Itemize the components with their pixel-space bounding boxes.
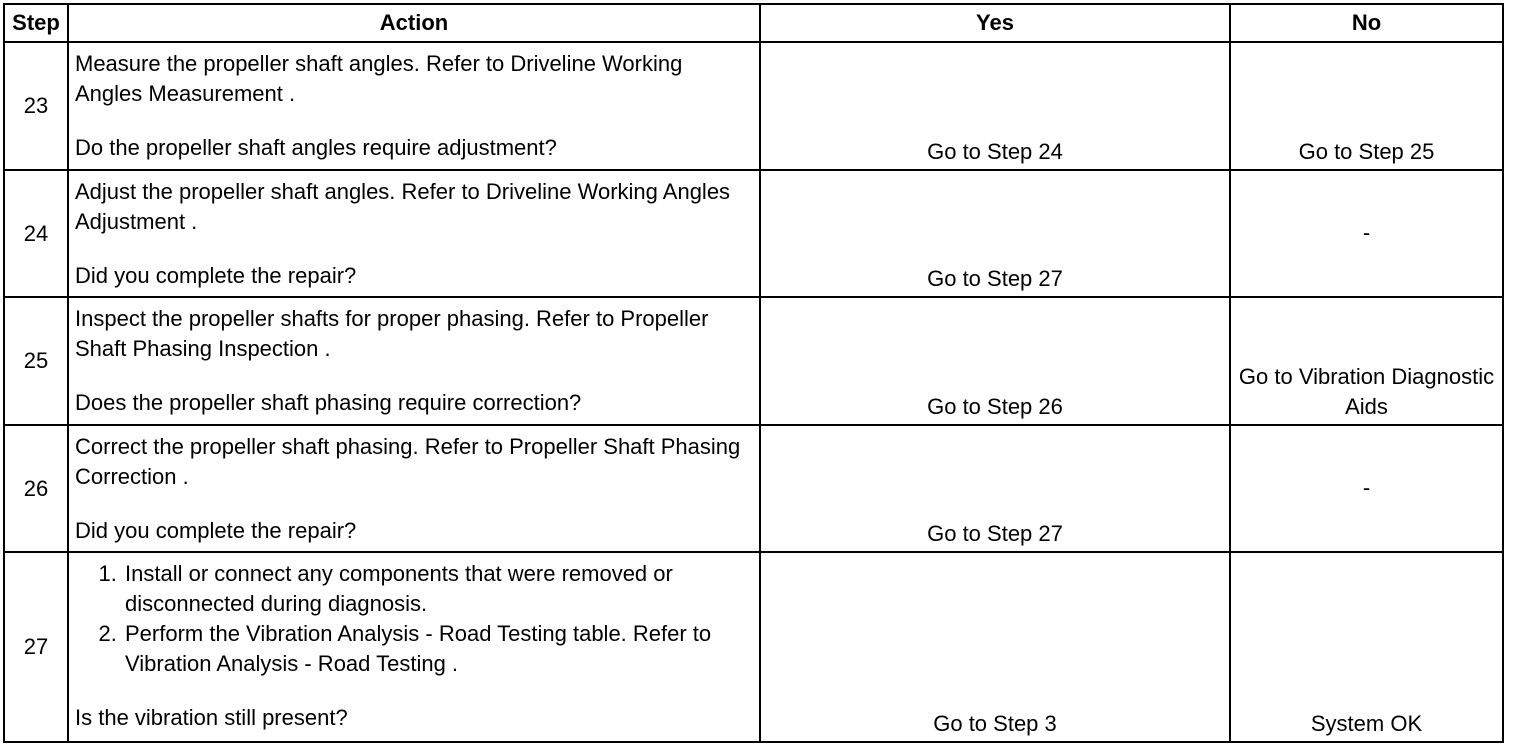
yes-result: Go to Step 27 bbox=[760, 170, 1230, 297]
action-instruction: Inspect the propeller shafts for proper phasing. Refer to Propeller Shaft Phasing Inspection . bbox=[75, 306, 709, 361]
table-row bbox=[4, 425, 1503, 552]
no-result: - bbox=[1230, 425, 1503, 552]
no-result: Go to Vibration Diagnostic Aids bbox=[1230, 297, 1503, 425]
yes-result: Go to Step 3 bbox=[760, 552, 1230, 742]
table-row bbox=[4, 552, 1503, 742]
header-step: Step bbox=[4, 4, 68, 42]
action-instruction: Adjust the propeller shaft angles. Refer to Driveline Working Angles Adjustment . bbox=[75, 179, 731, 234]
list-item: 1. Install or connect any components that were removed or disconnected during diagnosis. bbox=[123, 559, 753, 619]
header-no: No bbox=[1230, 4, 1503, 42]
step-number: 24 bbox=[4, 170, 68, 297]
header-yes: Yes bbox=[760, 4, 1230, 42]
action-cell bbox=[68, 552, 760, 742]
action-cell bbox=[68, 425, 760, 552]
step-number: 25 bbox=[4, 297, 68, 425]
action-question: Do the propeller shaft angles require adjustment? bbox=[75, 135, 557, 160]
no-result: Go to Step 25 bbox=[1230, 42, 1503, 170]
header-action: Action bbox=[68, 4, 760, 42]
table-row bbox=[4, 297, 1503, 425]
table-row bbox=[4, 170, 1503, 297]
header-row bbox=[4, 4, 1503, 42]
action-question: Is the vibration still present? bbox=[75, 705, 348, 730]
action-instruction: Measure the propeller shaft angles. Refer to Driveline Working Angles Measurement . bbox=[75, 51, 683, 106]
procedure-list bbox=[75, 559, 753, 679]
action-question: Does the propeller shaft phasing require correction? bbox=[75, 390, 582, 415]
action-question: Did you complete the repair? bbox=[75, 518, 357, 543]
yes-result: Go to Step 26 bbox=[760, 297, 1230, 425]
list-item: 2. Perform the Vibration Analysis - Road Testing table. Refer to Vibration Analysis - Road Testing . bbox=[123, 619, 753, 679]
action-cell bbox=[68, 42, 760, 170]
yes-result: Go to Step 24 bbox=[760, 42, 1230, 170]
action-question: Did you complete the repair? bbox=[75, 263, 357, 288]
step-number: 26 bbox=[4, 425, 68, 552]
no-result: System OK bbox=[1230, 552, 1503, 742]
diagnostic-table bbox=[3, 3, 1504, 743]
action-instruction: Correct the propeller shaft phasing. Refer to Propeller Shaft Phasing Correction . bbox=[75, 434, 741, 489]
action-cell bbox=[68, 297, 760, 425]
no-result: - bbox=[1230, 170, 1503, 297]
yes-result: Go to Step 27 bbox=[760, 425, 1230, 552]
action-cell bbox=[68, 170, 760, 297]
step-number: 23 bbox=[4, 42, 68, 170]
step-number: 27 bbox=[4, 552, 68, 742]
table-row bbox=[4, 42, 1503, 170]
